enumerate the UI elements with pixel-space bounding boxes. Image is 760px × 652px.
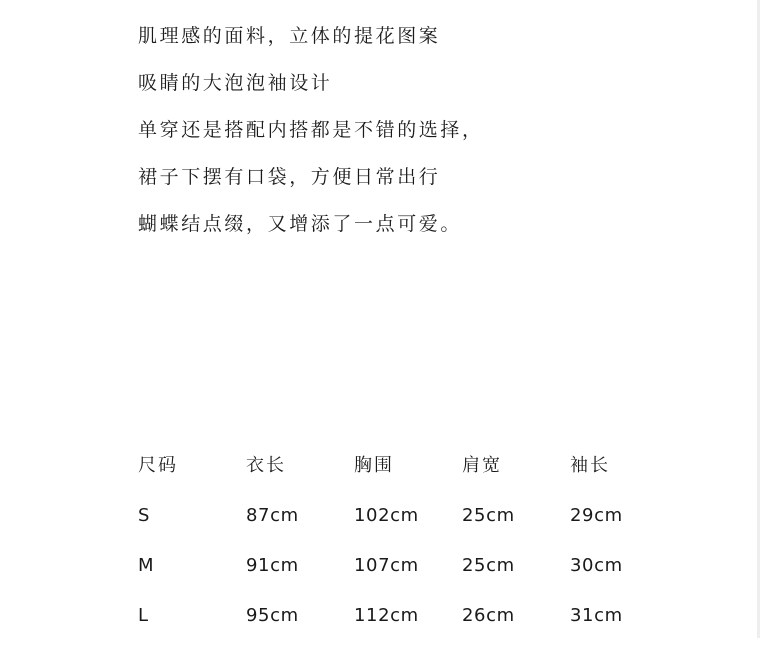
cell-shoulder: 26cm [462, 605, 515, 626]
cell-length: 95cm [246, 605, 299, 626]
description-line: 肌理感的面料，立体的提花图案 [138, 25, 441, 47]
cell-sleeve: 29cm [570, 505, 623, 526]
cell-length: 87cm [246, 505, 299, 526]
cell-chest: 102cm [354, 505, 419, 526]
header-length: 衣长 [246, 455, 286, 476]
header-shoulder: 肩宽 [462, 455, 502, 476]
description-line: 蝴蝶结点缀，又增添了一点可爱。 [138, 213, 463, 235]
cell-sleeve: 31cm [570, 605, 623, 626]
cell-sleeve: 30cm [570, 555, 623, 576]
product-description [138, 22, 484, 257]
cell-chest: 112cm [354, 605, 419, 626]
table-row [138, 602, 678, 652]
header-size: 尺码 [138, 455, 178, 476]
size-table-header-row [138, 452, 678, 502]
cell-size: S [138, 505, 151, 526]
cell-shoulder: 25cm [462, 555, 515, 576]
description-line: 裙子下摆有口袋，方便日常出行 [138, 166, 441, 188]
table-row [138, 552, 678, 602]
size-table [138, 452, 678, 652]
cell-length: 91cm [246, 555, 299, 576]
description-line: 吸睛的大泡泡袖设计 [138, 72, 333, 94]
cell-size: M [138, 555, 155, 576]
header-chest: 胸围 [354, 455, 394, 476]
description-line: 单穿还是搭配内搭都是不错的选择， [138, 119, 484, 141]
header-sleeve: 袖长 [570, 455, 610, 476]
cell-chest: 107cm [354, 555, 419, 576]
table-row [138, 502, 678, 552]
cell-size: L [138, 605, 149, 626]
cell-shoulder: 25cm [462, 505, 515, 526]
